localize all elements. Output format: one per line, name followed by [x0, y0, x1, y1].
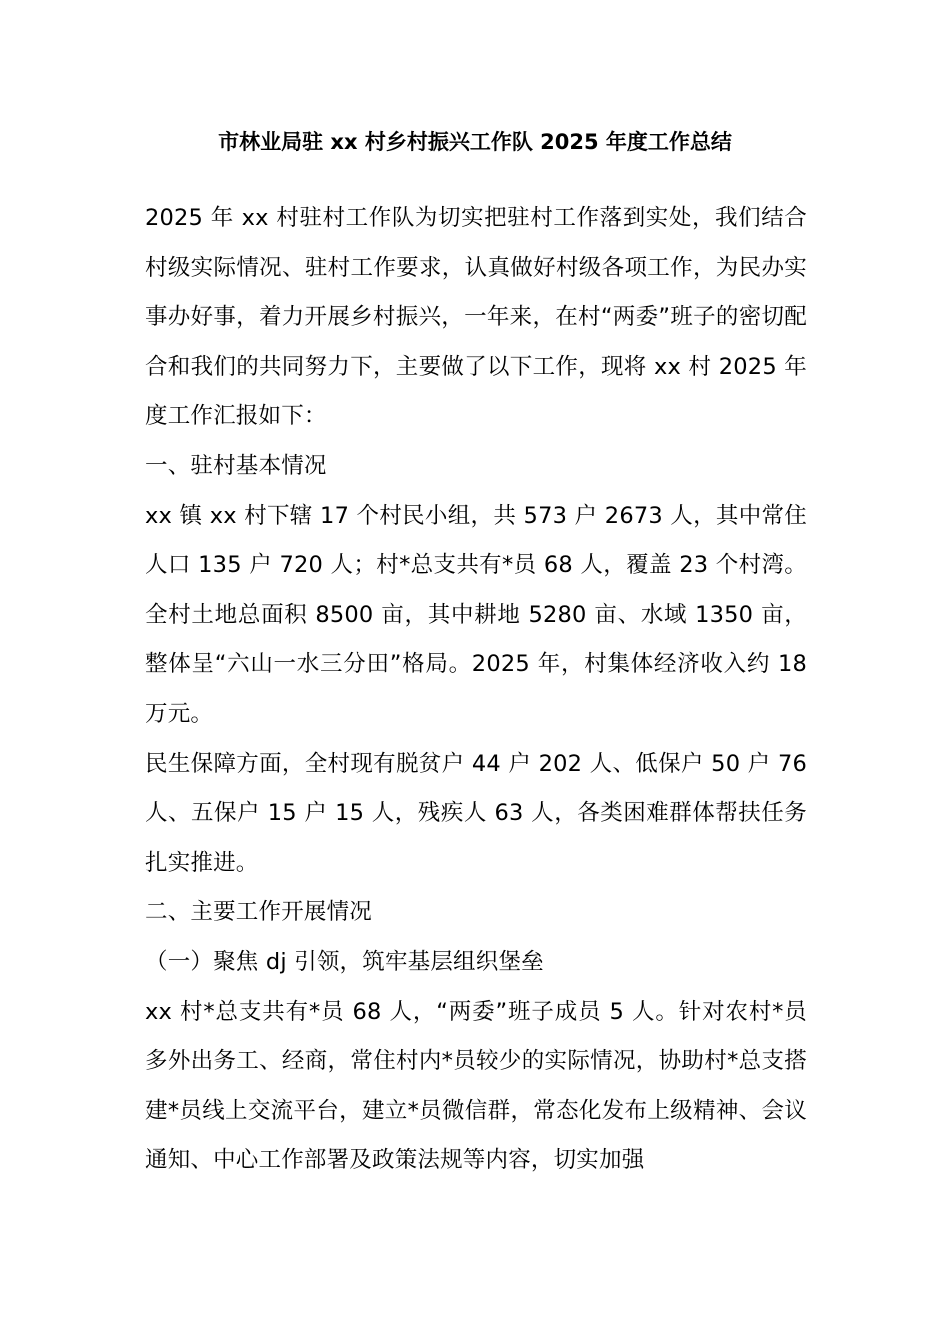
paragraph-village-overview: xx 镇 xx 村下辖 17 个村民小组，共 573 户 2673 人，其中常住人口 135 户 720 人；村*总支共有*员 68 人，覆盖 23 个村湾。全村土地总面积 8500 亩，其中耕地 5280 亩、水域 1350 亩，整体呈“六山一水三分田”格局。2025 年，村集体经济收入约 18 万元。 — [145, 502, 807, 727]
section-heading-basic-info: 一、驻村基本情况 — [145, 452, 327, 479]
document-body — [145, 194, 807, 1186]
subsection-heading-party-building: （一）聚焦 dj 引领，筑牢基层组织堡垒 — [145, 948, 544, 975]
paragraph-intro: 2025 年 xx 村驻村工作队为切实把驻村工作落到实处，我们结合村级实际情况、驻村工作要求，认真做好村级各项工作，为民办实事办好事，着力开展乡村振兴，一年来，在村“两委”班子的密切配合和我们的共同努力下，主要做了以下工作，现将 xx 村 2025 年度工作汇报如下： — [145, 205, 807, 430]
paragraph-livelihood: 民生保障方面，全村现有脱贫户 44 户 202 人、低保户 50 户 76 人、五保户 15 户 15 人，残疾人 63 人，各类困难群体帮扶任务扎实推进。 — [145, 750, 807, 876]
document-title: 市林业局驻 xx 村乡村振兴工作队 2025 年度工作总结 — [218, 130, 732, 154]
section-heading-main-work: 二、主要工作开展情况 — [145, 899, 373, 926]
paragraph-party-building: xx 村*总支共有*员 68 人，“两委”班子成员 5 人。针对农村*员多外出务工、经商，常住村内*员较少的实际情况，协助村*总支搭建*员线上交流平台，建立*员微信群，常态化发布上级精神、会议通知、中心工作部署及政策法规等内容，切实加强 — [145, 998, 807, 1174]
